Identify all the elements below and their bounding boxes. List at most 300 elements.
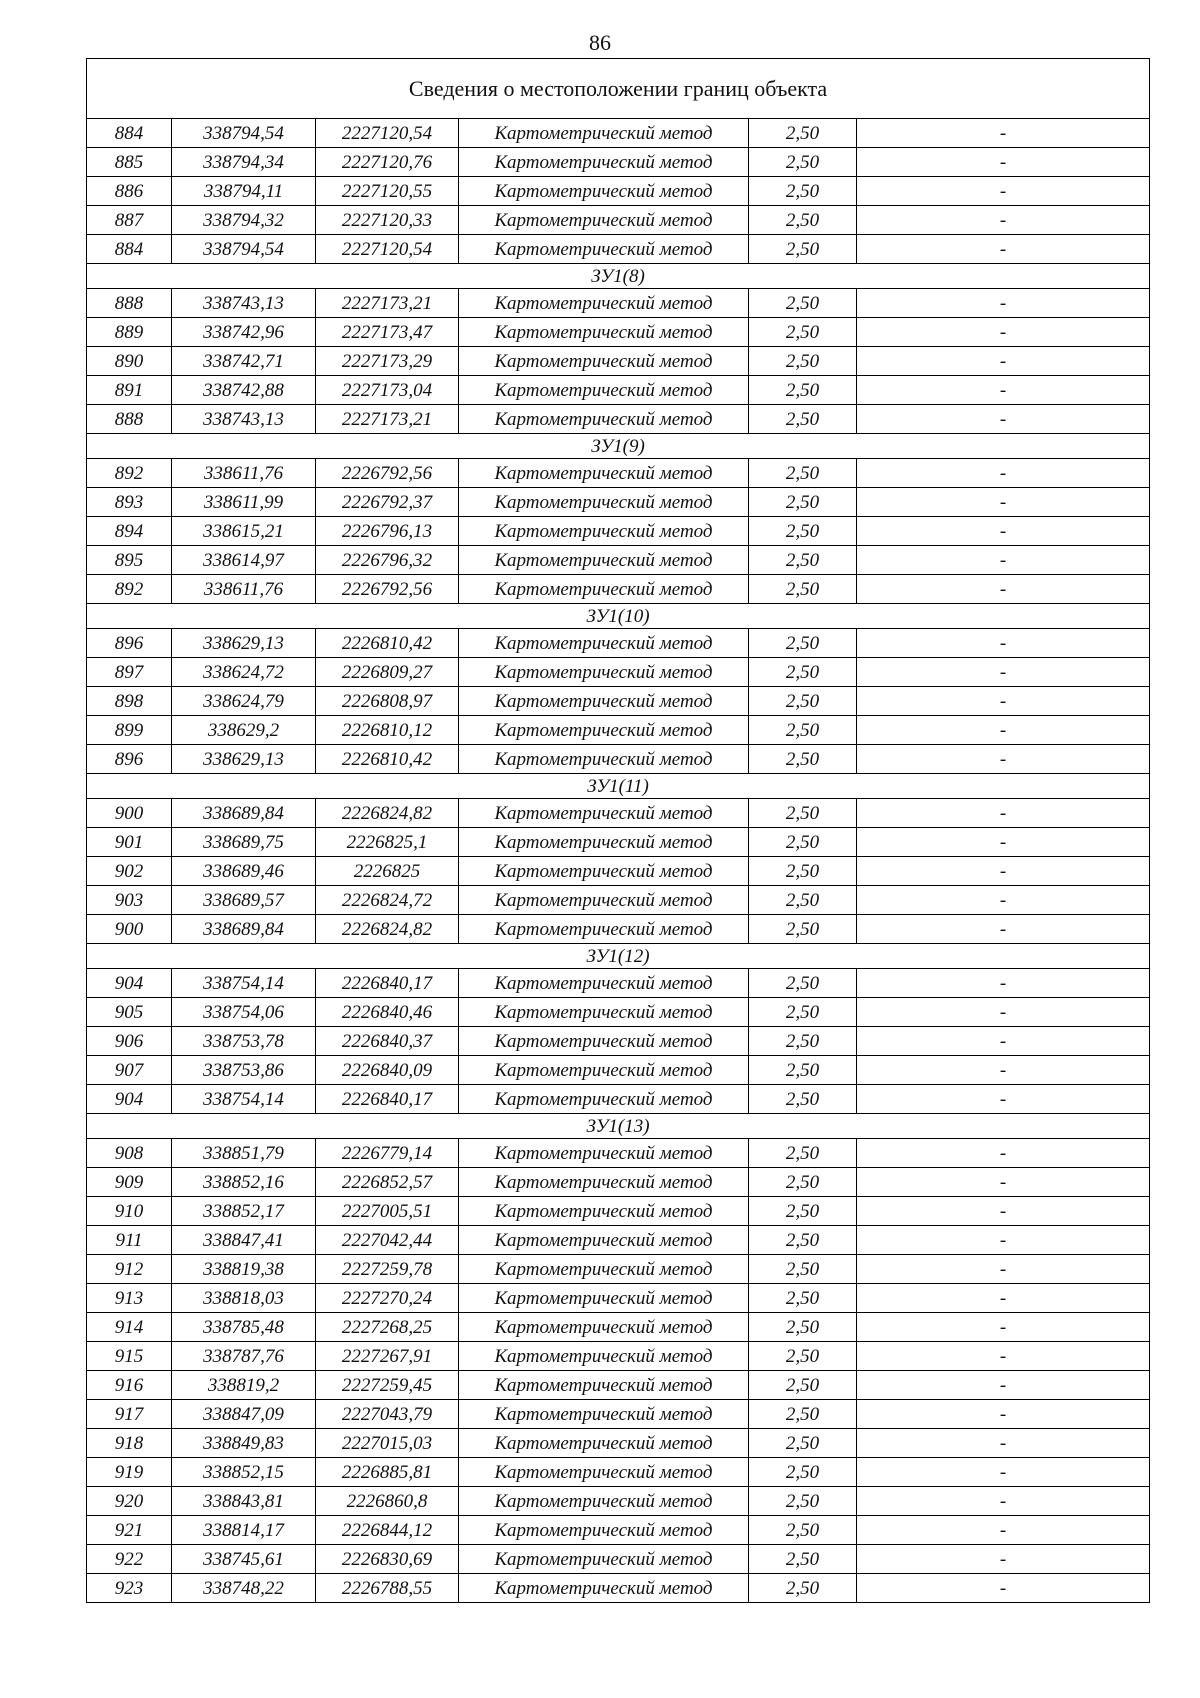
description-cell: - bbox=[857, 915, 1150, 944]
point-number-cell: 900 bbox=[87, 915, 172, 944]
accuracy-cell: 2,50 bbox=[749, 857, 857, 886]
point-number-cell: 897 bbox=[87, 658, 172, 687]
y-coordinate-cell: 2227173,47 bbox=[316, 318, 459, 347]
x-coordinate-cell: 338689,46 bbox=[172, 857, 316, 886]
accuracy-cell: 2,50 bbox=[749, 459, 857, 488]
description-cell: - bbox=[857, 546, 1150, 575]
table-row bbox=[87, 459, 1150, 488]
accuracy-cell: 2,50 bbox=[749, 1487, 857, 1516]
y-coordinate-cell: 2226779,14 bbox=[316, 1139, 459, 1168]
table-row bbox=[87, 119, 1150, 148]
boundary-coordinates-table bbox=[86, 58, 1150, 1603]
table-row bbox=[87, 1085, 1150, 1114]
method-cell: Картометрический метод bbox=[459, 376, 749, 405]
point-number-cell: 888 bbox=[87, 405, 172, 434]
x-coordinate-cell: 338689,75 bbox=[172, 828, 316, 857]
table-row bbox=[87, 1313, 1150, 1342]
method-cell: Картометрический метод bbox=[459, 177, 749, 206]
method-cell: Картометрический метод bbox=[459, 1400, 749, 1429]
y-coordinate-cell: 2226796,32 bbox=[316, 546, 459, 575]
y-coordinate-cell: 2227120,33 bbox=[316, 206, 459, 235]
x-coordinate-cell: 338754,14 bbox=[172, 1085, 316, 1114]
table-row bbox=[87, 575, 1150, 604]
method-cell: Картометрический метод bbox=[459, 998, 749, 1027]
method-cell: Картометрический метод bbox=[459, 1313, 749, 1342]
y-coordinate-cell: 2227120,54 bbox=[316, 235, 459, 264]
accuracy-cell: 2,50 bbox=[749, 1574, 857, 1603]
x-coordinate-cell: 338689,84 bbox=[172, 799, 316, 828]
point-number-cell: 919 bbox=[87, 1458, 172, 1487]
x-coordinate-cell: 338629,13 bbox=[172, 629, 316, 658]
section-label: ЗУ1(13) bbox=[87, 1114, 1150, 1139]
table-row bbox=[87, 289, 1150, 318]
x-coordinate-cell: 338794,34 bbox=[172, 148, 316, 177]
description-cell: - bbox=[857, 575, 1150, 604]
y-coordinate-cell: 2226810,12 bbox=[316, 716, 459, 745]
description-cell: - bbox=[857, 119, 1150, 148]
table-row bbox=[87, 1516, 1150, 1545]
point-number-cell: 888 bbox=[87, 289, 172, 318]
method-cell: Картометрический метод bbox=[459, 1085, 749, 1114]
x-coordinate-cell: 338794,32 bbox=[172, 206, 316, 235]
table-row bbox=[87, 857, 1150, 886]
x-coordinate-cell: 338787,76 bbox=[172, 1342, 316, 1371]
table-row bbox=[87, 969, 1150, 998]
accuracy-cell: 2,50 bbox=[749, 119, 857, 148]
y-coordinate-cell: 2227120,55 bbox=[316, 177, 459, 206]
table-row bbox=[87, 629, 1150, 658]
method-cell: Картометрический метод bbox=[459, 1516, 749, 1545]
x-coordinate-cell: 338849,83 bbox=[172, 1429, 316, 1458]
point-number-cell: 892 bbox=[87, 575, 172, 604]
y-coordinate-cell: 2227270,24 bbox=[316, 1284, 459, 1313]
table-row bbox=[87, 148, 1150, 177]
x-coordinate-cell: 338742,88 bbox=[172, 376, 316, 405]
method-cell: Картометрический метод bbox=[459, 1168, 749, 1197]
description-cell: - bbox=[857, 1284, 1150, 1313]
accuracy-cell: 2,50 bbox=[749, 1545, 857, 1574]
page-number: 86 bbox=[589, 30, 611, 55]
table-row bbox=[87, 1487, 1150, 1516]
point-number-cell: 908 bbox=[87, 1139, 172, 1168]
description-cell: - bbox=[857, 969, 1150, 998]
point-number-cell: 906 bbox=[87, 1027, 172, 1056]
method-cell: Картометрический метод bbox=[459, 687, 749, 716]
accuracy-cell: 2,50 bbox=[749, 629, 857, 658]
y-coordinate-cell: 2226860,8 bbox=[316, 1487, 459, 1516]
accuracy-cell: 2,50 bbox=[749, 1255, 857, 1284]
method-cell: Картометрический метод bbox=[459, 915, 749, 944]
point-number-cell: 913 bbox=[87, 1284, 172, 1313]
accuracy-cell: 2,50 bbox=[749, 1085, 857, 1114]
accuracy-cell: 2,50 bbox=[749, 488, 857, 517]
y-coordinate-cell: 2227120,54 bbox=[316, 119, 459, 148]
accuracy-cell: 2,50 bbox=[749, 1056, 857, 1085]
method-cell: Картометрический метод bbox=[459, 1139, 749, 1168]
accuracy-cell: 2,50 bbox=[749, 376, 857, 405]
y-coordinate-cell: 2226788,55 bbox=[316, 1574, 459, 1603]
description-cell: - bbox=[857, 318, 1150, 347]
description-cell: - bbox=[857, 1400, 1150, 1429]
point-number-cell: 920 bbox=[87, 1487, 172, 1516]
description-cell: - bbox=[857, 206, 1150, 235]
point-number-cell: 917 bbox=[87, 1400, 172, 1429]
accuracy-cell: 2,50 bbox=[749, 658, 857, 687]
y-coordinate-cell: 2226824,82 bbox=[316, 915, 459, 944]
table-row bbox=[87, 1400, 1150, 1429]
accuracy-cell: 2,50 bbox=[749, 1226, 857, 1255]
table-row bbox=[87, 1371, 1150, 1400]
description-cell: - bbox=[857, 998, 1150, 1027]
method-cell: Картометрический метод bbox=[459, 886, 749, 915]
point-number-cell: 889 bbox=[87, 318, 172, 347]
point-number-cell: 909 bbox=[87, 1168, 172, 1197]
description-cell: - bbox=[857, 1313, 1150, 1342]
y-coordinate-cell: 2227267,91 bbox=[316, 1342, 459, 1371]
y-coordinate-cell: 2226809,27 bbox=[316, 658, 459, 687]
description-cell: - bbox=[857, 857, 1150, 886]
table-row bbox=[87, 828, 1150, 857]
table-row bbox=[87, 1458, 1150, 1487]
description-cell: - bbox=[857, 1516, 1150, 1545]
point-number-cell: 918 bbox=[87, 1429, 172, 1458]
table-row bbox=[87, 998, 1150, 1027]
method-cell: Картометрический метод bbox=[459, 148, 749, 177]
accuracy-cell: 2,50 bbox=[749, 177, 857, 206]
description-cell: - bbox=[857, 1371, 1150, 1400]
method-cell: Картометрический метод bbox=[459, 1487, 749, 1516]
section-header-row bbox=[87, 264, 1150, 289]
accuracy-cell: 2,50 bbox=[749, 828, 857, 857]
accuracy-cell: 2,50 bbox=[749, 1342, 857, 1371]
description-cell: - bbox=[857, 488, 1150, 517]
method-cell: Картометрический метод bbox=[459, 857, 749, 886]
description-cell: - bbox=[857, 1027, 1150, 1056]
point-number-cell: 907 bbox=[87, 1056, 172, 1085]
description-cell: - bbox=[857, 1255, 1150, 1284]
point-number-cell: 891 bbox=[87, 376, 172, 405]
method-cell: Картометрический метод bbox=[459, 318, 749, 347]
x-coordinate-cell: 338611,76 bbox=[172, 459, 316, 488]
table-row bbox=[87, 658, 1150, 687]
method-cell: Картометрический метод bbox=[459, 1458, 749, 1487]
method-cell: Картометрический метод bbox=[459, 716, 749, 745]
x-coordinate-cell: 338624,72 bbox=[172, 658, 316, 687]
description-cell: - bbox=[857, 886, 1150, 915]
table-header-row bbox=[87, 59, 1150, 119]
y-coordinate-cell: 2227259,45 bbox=[316, 1371, 459, 1400]
method-cell: Картометрический метод bbox=[459, 969, 749, 998]
point-number-cell: 921 bbox=[87, 1516, 172, 1545]
table-row bbox=[87, 1545, 1150, 1574]
method-cell: Картометрический метод bbox=[459, 119, 749, 148]
description-cell: - bbox=[857, 1139, 1150, 1168]
description-cell: - bbox=[857, 745, 1150, 774]
table-row bbox=[87, 716, 1150, 745]
y-coordinate-cell: 2226824,82 bbox=[316, 799, 459, 828]
accuracy-cell: 2,50 bbox=[749, 517, 857, 546]
y-coordinate-cell: 2226840,17 bbox=[316, 969, 459, 998]
description-cell: - bbox=[857, 716, 1150, 745]
description-cell: - bbox=[857, 1226, 1150, 1255]
accuracy-cell: 2,50 bbox=[749, 1284, 857, 1313]
point-number-cell: 911 bbox=[87, 1226, 172, 1255]
x-coordinate-cell: 338794,54 bbox=[172, 235, 316, 264]
x-coordinate-cell: 338742,71 bbox=[172, 347, 316, 376]
y-coordinate-cell: 2226810,42 bbox=[316, 745, 459, 774]
x-coordinate-cell: 338743,13 bbox=[172, 405, 316, 434]
y-coordinate-cell: 2226792,56 bbox=[316, 459, 459, 488]
description-cell: - bbox=[857, 1168, 1150, 1197]
x-coordinate-cell: 338745,61 bbox=[172, 1545, 316, 1574]
x-coordinate-cell: 338852,17 bbox=[172, 1197, 316, 1226]
point-number-cell: 886 bbox=[87, 177, 172, 206]
method-cell: Картометрический метод bbox=[459, 629, 749, 658]
x-coordinate-cell: 338785,48 bbox=[172, 1313, 316, 1342]
y-coordinate-cell: 2226844,12 bbox=[316, 1516, 459, 1545]
accuracy-cell: 2,50 bbox=[749, 318, 857, 347]
method-cell: Картометрический метод bbox=[459, 1255, 749, 1284]
table-row bbox=[87, 206, 1150, 235]
accuracy-cell: 2,50 bbox=[749, 575, 857, 604]
y-coordinate-cell: 2227042,44 bbox=[316, 1226, 459, 1255]
y-coordinate-cell: 2226852,57 bbox=[316, 1168, 459, 1197]
description-cell: - bbox=[857, 1056, 1150, 1085]
point-number-cell: 884 bbox=[87, 119, 172, 148]
section-header-row bbox=[87, 944, 1150, 969]
table-row bbox=[87, 1284, 1150, 1313]
description-cell: - bbox=[857, 517, 1150, 546]
x-coordinate-cell: 338624,79 bbox=[172, 687, 316, 716]
method-cell: Картометрический метод bbox=[459, 517, 749, 546]
y-coordinate-cell: 2226840,17 bbox=[316, 1085, 459, 1114]
method-cell: Картометрический метод bbox=[459, 828, 749, 857]
description-cell: - bbox=[857, 235, 1150, 264]
accuracy-cell: 2,50 bbox=[749, 1027, 857, 1056]
x-coordinate-cell: 338814,17 bbox=[172, 1516, 316, 1545]
y-coordinate-cell: 2226792,56 bbox=[316, 575, 459, 604]
point-number-cell: 895 bbox=[87, 546, 172, 575]
x-coordinate-cell: 338615,21 bbox=[172, 517, 316, 546]
point-number-cell: 901 bbox=[87, 828, 172, 857]
method-cell: Картометрический метод bbox=[459, 405, 749, 434]
accuracy-cell: 2,50 bbox=[749, 546, 857, 575]
accuracy-cell: 2,50 bbox=[749, 405, 857, 434]
section-label: ЗУ1(8) bbox=[87, 264, 1150, 289]
accuracy-cell: 2,50 bbox=[749, 745, 857, 774]
point-number-cell: 903 bbox=[87, 886, 172, 915]
description-cell: - bbox=[857, 1487, 1150, 1516]
description-cell: - bbox=[857, 376, 1150, 405]
point-number-cell: 910 bbox=[87, 1197, 172, 1226]
method-cell: Картометрический метод bbox=[459, 1226, 749, 1255]
table-row bbox=[87, 886, 1150, 915]
table-row bbox=[87, 1574, 1150, 1603]
y-coordinate-cell: 2227015,03 bbox=[316, 1429, 459, 1458]
table-row bbox=[87, 1342, 1150, 1371]
section-header-row bbox=[87, 774, 1150, 799]
description-cell: - bbox=[857, 148, 1150, 177]
table-row bbox=[87, 915, 1150, 944]
method-cell: Картометрический метод bbox=[459, 1574, 749, 1603]
x-coordinate-cell: 338614,97 bbox=[172, 546, 316, 575]
y-coordinate-cell: 2227173,04 bbox=[316, 376, 459, 405]
method-cell: Картометрический метод bbox=[459, 1027, 749, 1056]
description-cell: - bbox=[857, 1574, 1150, 1603]
accuracy-cell: 2,50 bbox=[749, 206, 857, 235]
method-cell: Картометрический метод bbox=[459, 1342, 749, 1371]
method-cell: Картометрический метод bbox=[459, 575, 749, 604]
table-row bbox=[87, 1255, 1150, 1284]
table-row bbox=[87, 799, 1150, 828]
point-number-cell: 904 bbox=[87, 1085, 172, 1114]
y-coordinate-cell: 2226840,37 bbox=[316, 1027, 459, 1056]
description-cell: - bbox=[857, 405, 1150, 434]
accuracy-cell: 2,50 bbox=[749, 915, 857, 944]
description-cell: - bbox=[857, 1342, 1150, 1371]
method-cell: Картометрический метод bbox=[459, 1197, 749, 1226]
x-coordinate-cell: 338754,06 bbox=[172, 998, 316, 1027]
point-number-cell: 923 bbox=[87, 1574, 172, 1603]
y-coordinate-cell: 2227173,21 bbox=[316, 289, 459, 318]
x-coordinate-cell: 338611,99 bbox=[172, 488, 316, 517]
point-number-cell: 896 bbox=[87, 745, 172, 774]
description-cell: - bbox=[857, 799, 1150, 828]
table-row bbox=[87, 235, 1150, 264]
accuracy-cell: 2,50 bbox=[749, 886, 857, 915]
x-coordinate-cell: 338742,96 bbox=[172, 318, 316, 347]
description-cell: - bbox=[857, 1197, 1150, 1226]
table-row bbox=[87, 347, 1150, 376]
y-coordinate-cell: 2226810,42 bbox=[316, 629, 459, 658]
point-number-cell: 896 bbox=[87, 629, 172, 658]
y-coordinate-cell: 2226796,13 bbox=[316, 517, 459, 546]
y-coordinate-cell: 2227173,21 bbox=[316, 405, 459, 434]
method-cell: Картометрический метод bbox=[459, 1545, 749, 1574]
accuracy-cell: 2,50 bbox=[749, 1313, 857, 1342]
table-row bbox=[87, 745, 1150, 774]
description-cell: - bbox=[857, 1545, 1150, 1574]
method-cell: Картометрический метод bbox=[459, 235, 749, 264]
method-cell: Картометрический метод bbox=[459, 1056, 749, 1085]
point-number-cell: 885 bbox=[87, 148, 172, 177]
accuracy-cell: 2,50 bbox=[749, 1197, 857, 1226]
y-coordinate-cell: 2227120,76 bbox=[316, 148, 459, 177]
table-row bbox=[87, 405, 1150, 434]
accuracy-cell: 2,50 bbox=[749, 1400, 857, 1429]
table-row bbox=[87, 1226, 1150, 1255]
x-coordinate-cell: 338843,81 bbox=[172, 1487, 316, 1516]
accuracy-cell: 2,50 bbox=[749, 1371, 857, 1400]
table-row bbox=[87, 1056, 1150, 1085]
method-cell: Картометрический метод bbox=[459, 206, 749, 235]
point-number-cell: 912 bbox=[87, 1255, 172, 1284]
x-coordinate-cell: 338689,84 bbox=[172, 915, 316, 944]
table-row bbox=[87, 687, 1150, 716]
method-cell: Картометрический метод bbox=[459, 658, 749, 687]
table-row bbox=[87, 488, 1150, 517]
description-cell: - bbox=[857, 687, 1150, 716]
x-coordinate-cell: 338847,09 bbox=[172, 1400, 316, 1429]
table-title: Сведения о местоположении границ объекта bbox=[87, 59, 1150, 119]
x-coordinate-cell: 338611,76 bbox=[172, 575, 316, 604]
description-cell: - bbox=[857, 828, 1150, 857]
table-row bbox=[87, 1139, 1150, 1168]
y-coordinate-cell: 2227005,51 bbox=[316, 1197, 459, 1226]
y-coordinate-cell: 2226792,37 bbox=[316, 488, 459, 517]
description-cell: - bbox=[857, 658, 1150, 687]
section-header-row bbox=[87, 1114, 1150, 1139]
accuracy-cell: 2,50 bbox=[749, 1458, 857, 1487]
point-number-cell: 899 bbox=[87, 716, 172, 745]
x-coordinate-cell: 338794,11 bbox=[172, 177, 316, 206]
section-label: ЗУ1(9) bbox=[87, 434, 1150, 459]
description-cell: - bbox=[857, 289, 1150, 318]
y-coordinate-cell: 2226824,72 bbox=[316, 886, 459, 915]
accuracy-cell: 2,50 bbox=[749, 1429, 857, 1458]
table-row bbox=[87, 1197, 1150, 1226]
y-coordinate-cell: 2226825 bbox=[316, 857, 459, 886]
x-coordinate-cell: 338753,78 bbox=[172, 1027, 316, 1056]
y-coordinate-cell: 2227268,25 bbox=[316, 1313, 459, 1342]
table-row bbox=[87, 376, 1150, 405]
y-coordinate-cell: 2227173,29 bbox=[316, 347, 459, 376]
point-number-cell: 915 bbox=[87, 1342, 172, 1371]
x-coordinate-cell: 338629,2 bbox=[172, 716, 316, 745]
accuracy-cell: 2,50 bbox=[749, 687, 857, 716]
x-coordinate-cell: 338743,13 bbox=[172, 289, 316, 318]
table-row bbox=[87, 1429, 1150, 1458]
table-row bbox=[87, 318, 1150, 347]
method-cell: Картометрический метод bbox=[459, 745, 749, 774]
description-cell: - bbox=[857, 1085, 1150, 1114]
y-coordinate-cell: 2226825,1 bbox=[316, 828, 459, 857]
method-cell: Картометрический метод bbox=[459, 799, 749, 828]
table-row bbox=[87, 1027, 1150, 1056]
method-cell: Картометрический метод bbox=[459, 347, 749, 376]
point-number-cell: 894 bbox=[87, 517, 172, 546]
point-number-cell: 893 bbox=[87, 488, 172, 517]
section-label: ЗУ1(12) bbox=[87, 944, 1150, 969]
point-number-cell: 898 bbox=[87, 687, 172, 716]
point-number-cell: 905 bbox=[87, 998, 172, 1027]
point-number-cell: 887 bbox=[87, 206, 172, 235]
x-coordinate-cell: 338819,38 bbox=[172, 1255, 316, 1284]
accuracy-cell: 2,50 bbox=[749, 969, 857, 998]
table-row bbox=[87, 546, 1150, 575]
accuracy-cell: 2,50 bbox=[749, 998, 857, 1027]
section-header-row bbox=[87, 604, 1150, 629]
method-cell: Картометрический метод bbox=[459, 289, 749, 318]
point-number-cell: 902 bbox=[87, 857, 172, 886]
y-coordinate-cell: 2226840,46 bbox=[316, 998, 459, 1027]
point-number-cell: 904 bbox=[87, 969, 172, 998]
section-label: ЗУ1(11) bbox=[87, 774, 1150, 799]
accuracy-cell: 2,50 bbox=[749, 235, 857, 264]
y-coordinate-cell: 2226885,81 bbox=[316, 1458, 459, 1487]
accuracy-cell: 2,50 bbox=[749, 1168, 857, 1197]
point-number-cell: 890 bbox=[87, 347, 172, 376]
x-coordinate-cell: 338753,86 bbox=[172, 1056, 316, 1085]
y-coordinate-cell: 2227259,78 bbox=[316, 1255, 459, 1284]
accuracy-cell: 2,50 bbox=[749, 148, 857, 177]
table-row bbox=[87, 1168, 1150, 1197]
x-coordinate-cell: 338629,13 bbox=[172, 745, 316, 774]
x-coordinate-cell: 338754,14 bbox=[172, 969, 316, 998]
accuracy-cell: 2,50 bbox=[749, 716, 857, 745]
x-coordinate-cell: 338689,57 bbox=[172, 886, 316, 915]
x-coordinate-cell: 338819,2 bbox=[172, 1371, 316, 1400]
